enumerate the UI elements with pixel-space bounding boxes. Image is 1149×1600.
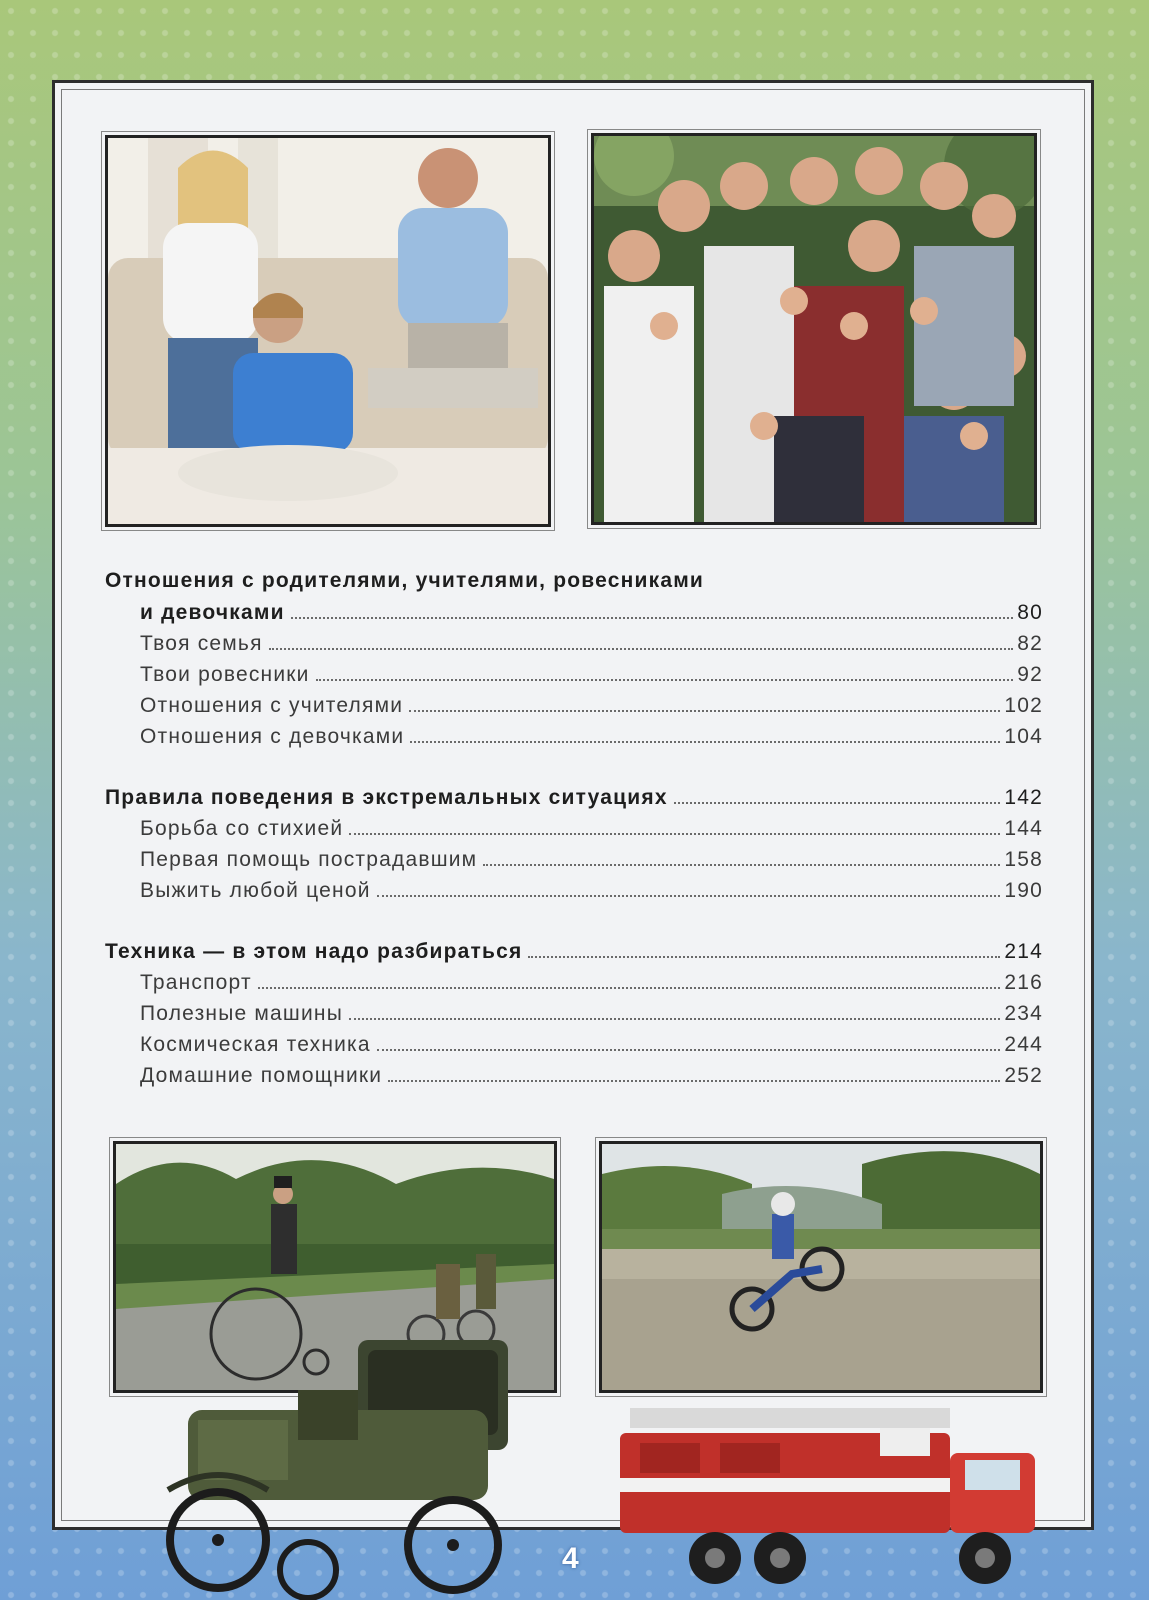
page-number: 4 <box>562 1542 579 1575</box>
toc-section-entry[interactable]: и девочками 80 <box>140 601 1043 624</box>
toc-item[interactable]: Первая помощь пострадавшим 158 <box>140 848 1043 871</box>
toc-section-entry[interactable]: Техника — в этом надо разбираться 214 <box>105 940 1043 963</box>
teens-thumbs-up-photo <box>591 133 1037 525</box>
toc-section-entry[interactable]: Правила поведения в экстремальных ситуациях 142 <box>105 786 1043 809</box>
content-page <box>52 80 1094 1530</box>
dot-leader <box>291 617 1014 619</box>
family-sofa-photo <box>105 135 551 527</box>
toc-item[interactable]: Транспорт 216 <box>140 971 1043 994</box>
page-ref: 80 <box>1017 601 1043 624</box>
toc-item[interactable]: Борьба со стихией 144 <box>140 817 1043 840</box>
table-of-contents <box>105 569 1043 1095</box>
toc-section-title: Отношения с родителями, учителями, ровесниками <box>105 569 705 592</box>
toc-item[interactable]: Отношения с девочками 104 <box>140 725 1043 748</box>
toc-item[interactable]: Твои ровесники 92 <box>140 663 1043 686</box>
toc-item[interactable]: Выжить любой ценой 190 <box>140 879 1043 902</box>
toc-item[interactable]: Космическая техника 244 <box>140 1033 1043 1056</box>
fire-truck-image <box>620 1398 1040 1598</box>
vintage-car-image <box>158 1340 518 1600</box>
motocross-photo <box>599 1141 1043 1393</box>
toc-item[interactable]: Полезные машины 234 <box>140 1002 1043 1025</box>
toc-item[interactable]: Твоя семья 82 <box>140 632 1043 655</box>
toc-item[interactable]: Домашние помощники 252 <box>140 1064 1043 1087</box>
toc-item[interactable]: Отношения с учителями 102 <box>140 694 1043 717</box>
